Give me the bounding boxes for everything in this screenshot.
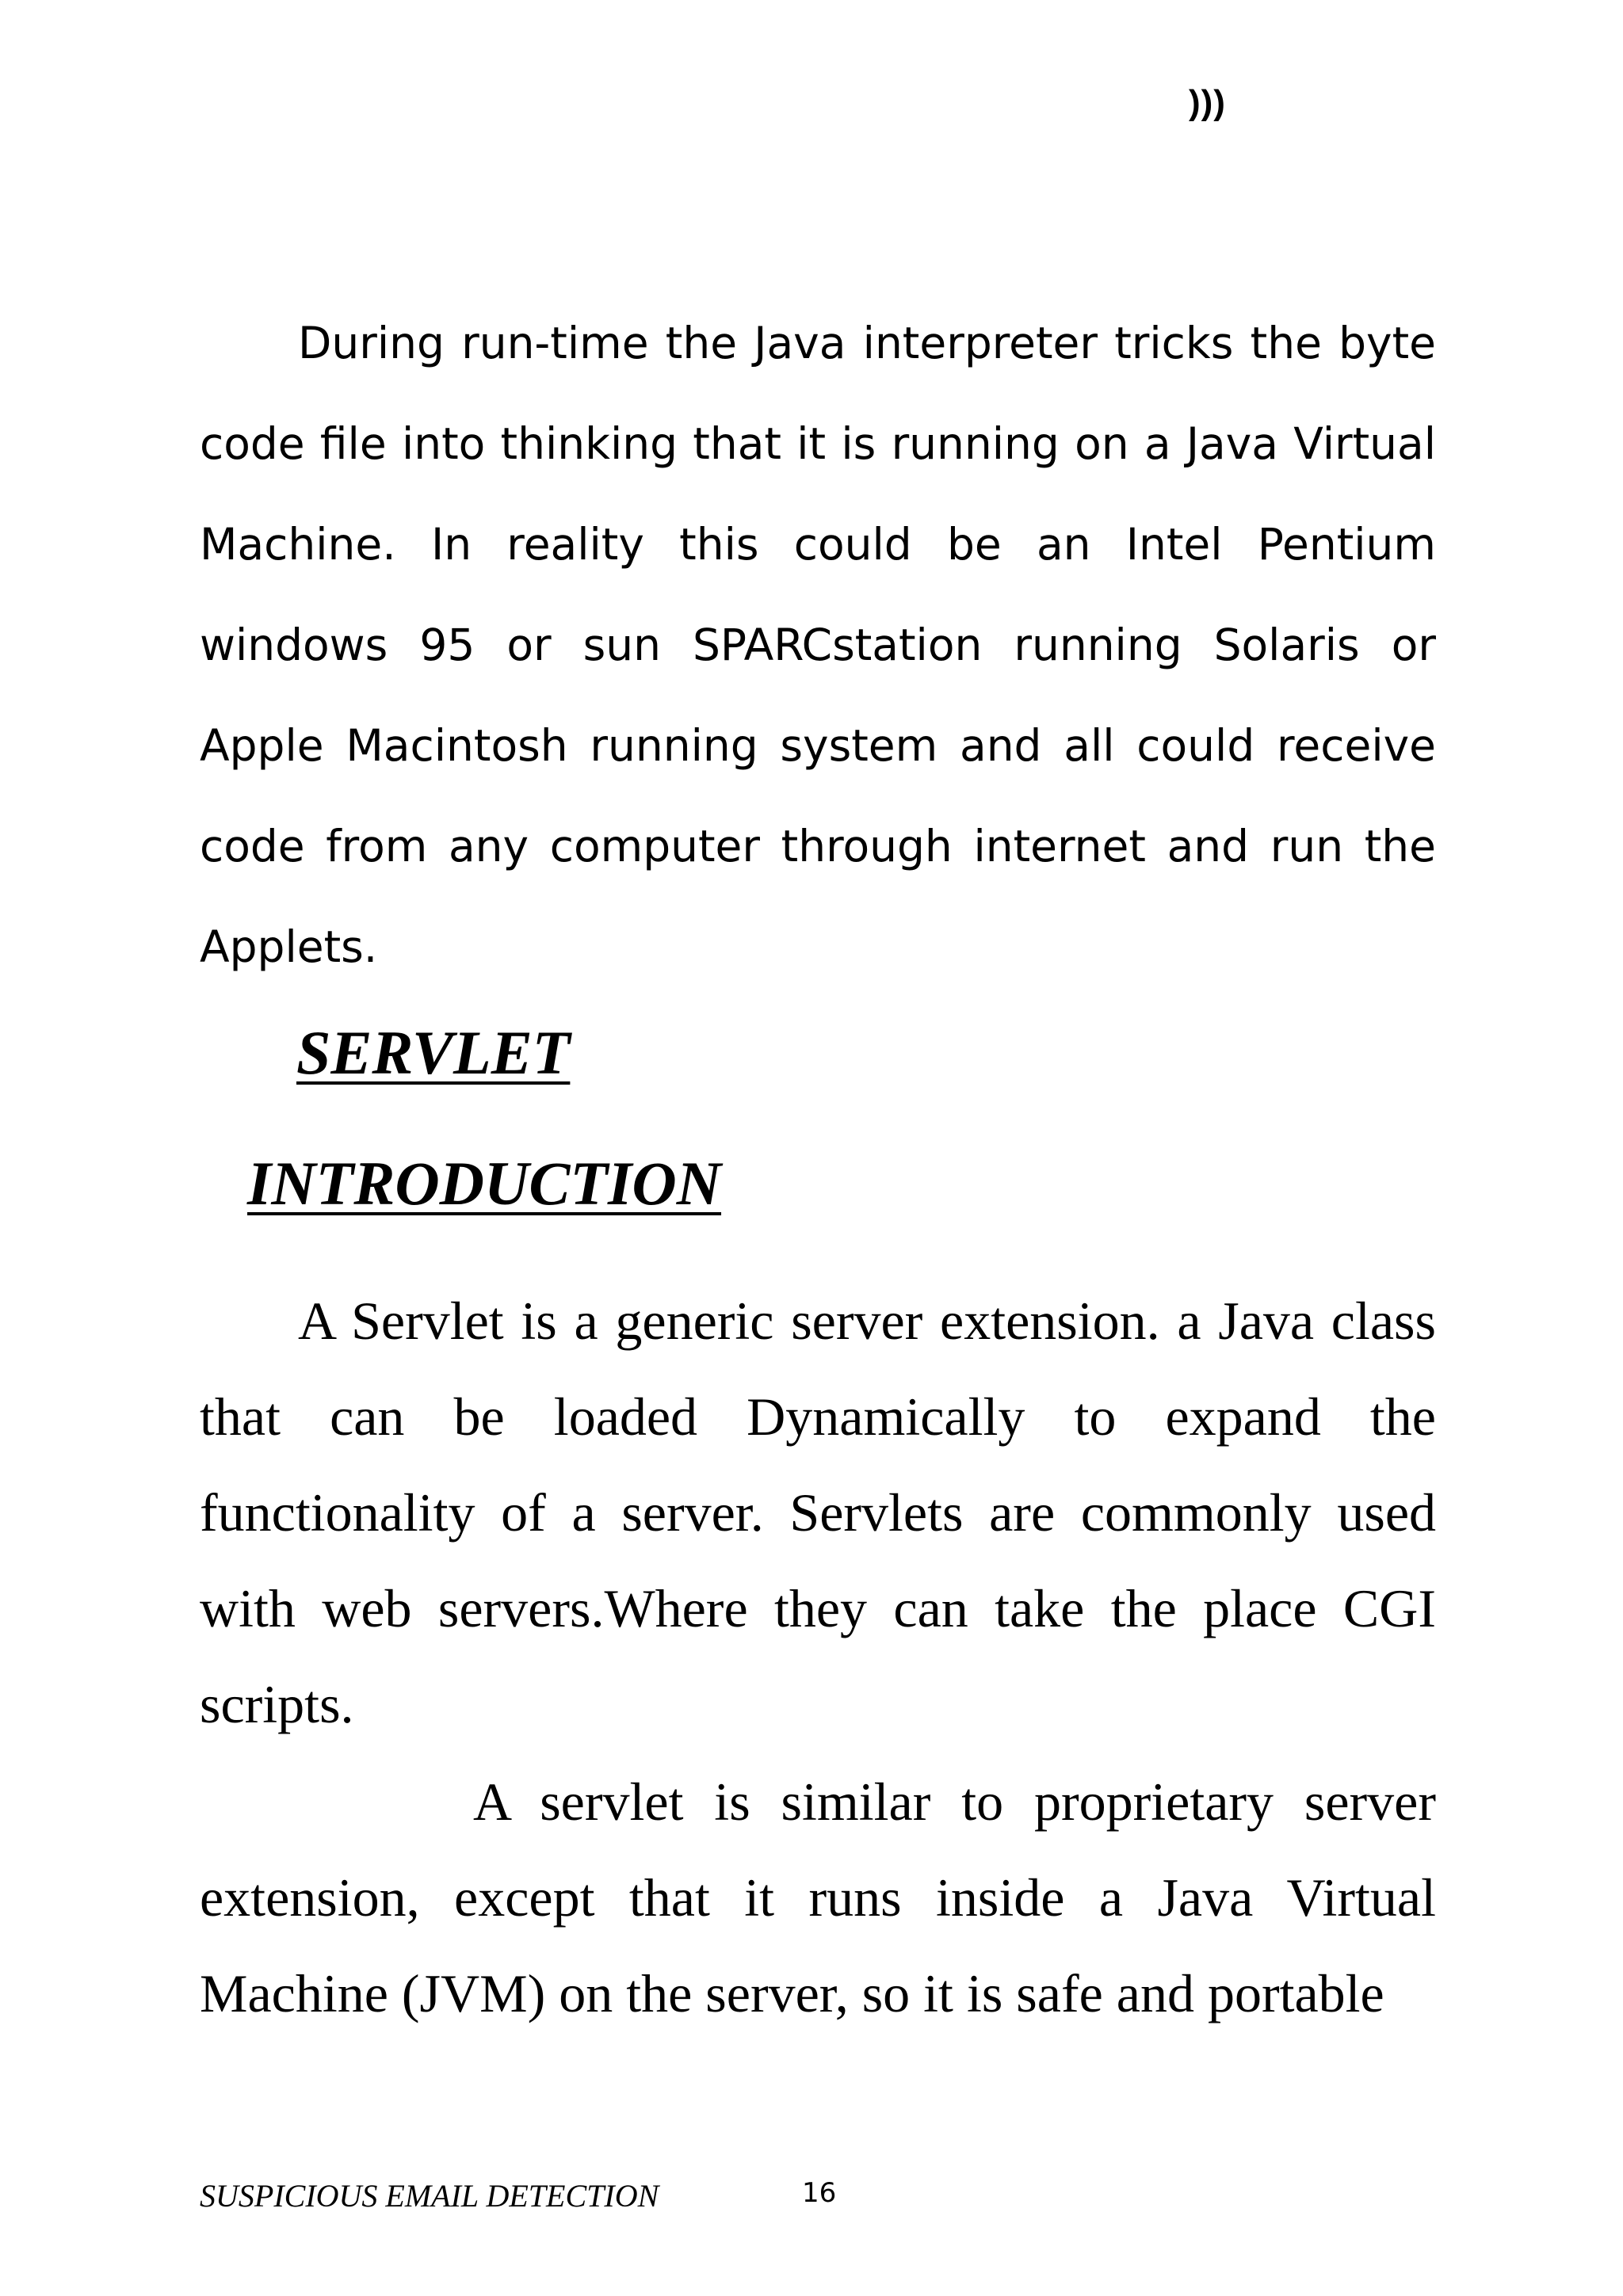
paragraph-servlet-jvm: A servlet is similar to proprietary server extension, except that it runs inside a Java Virtual Machine (JVM) on the server, so it is safe and portable: [200, 1772, 1436, 2023]
footer-title: SUSPICIOUS EMAIL DETECTION: [200, 2178, 659, 2214]
heading-servlet: SERVLET: [296, 1018, 571, 1087]
paragraph-servlet-definition: A Servlet is a generic server extension. a Java class that can be loaded Dynamically to expand the functionality of a server. Servlets are commonly used with web servers.Where they can take the place CGI scripts.: [200, 1291, 1436, 1734]
top-mark: ))): [1189, 83, 1226, 122]
page-number: 16: [802, 2177, 837, 2209]
paragraph-java-interpreter: During run-time the Java interpreter tricks the byte code file into thinking that it is running on a Java Virtual Machine. In reality this could be an Intel Pentium windows 95 or sun SPARCstation running Solaris or Apple Macintosh running system and all could receive code from any computer through internet and run the Applets.: [200, 318, 1436, 972]
heading-introduction: INTRODUCTION: [247, 1149, 722, 1218]
